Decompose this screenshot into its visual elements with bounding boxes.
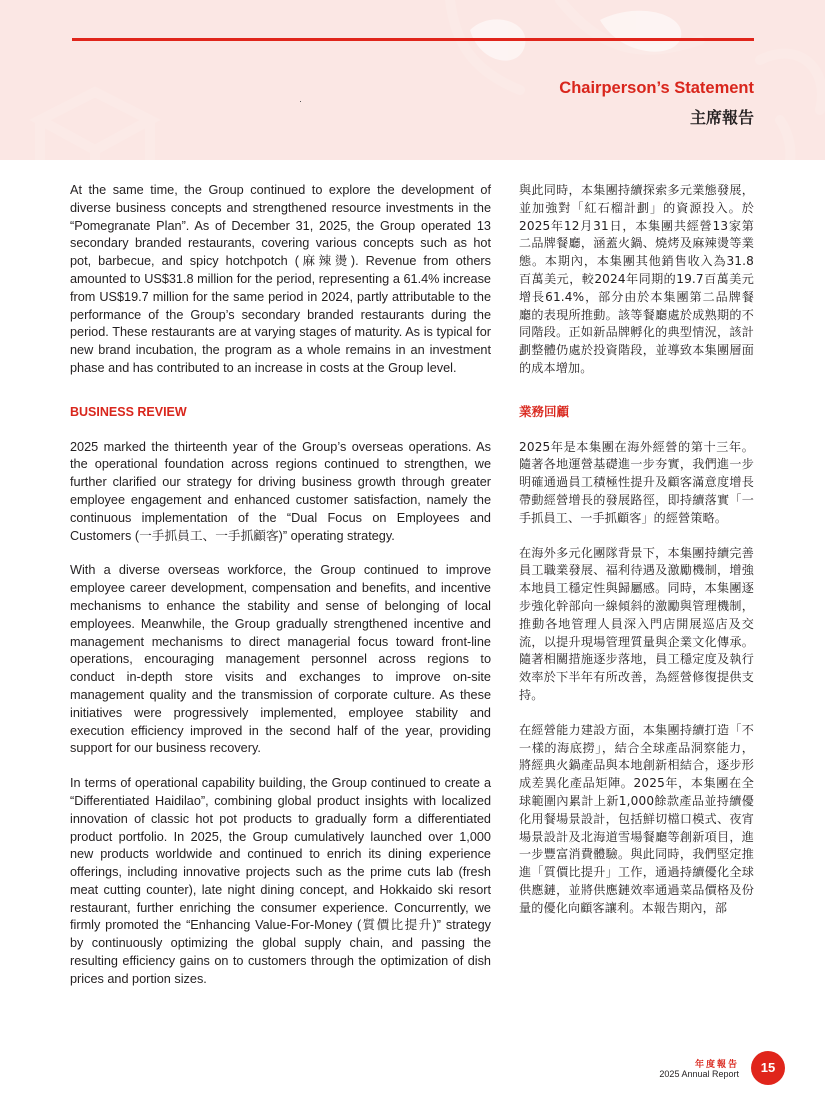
paragraph-zh-pomegranate-plan: 與此同時，本集團持續探索多元業態發展，並加強對「紅石榴計劃」的資源投入。於2025年12月31日，本集團共經營13家第二品牌餐廳，涵蓋火鍋、燒烤及麻辣燙等業態。本期內，本集團其他銷售收入為31.8百萬美元，較2024年同期的19.7百萬美元增長61.4%，部分由於本集團第二品牌餐廳的表現所推動。該等餐廳處於成熟期的不同階段。正如新品牌孵化的典型情況，該計劃整體仍處於投資階段，並導致本集團層面的成本增加。 xyxy=(519,183,754,375)
paragraph-en-overseas-operations: 2025 marked the thirteenth year of the Group’s overseas operations. As the operational foundation across regions continued to strengthen, we further clarified our strategy for driving business growth through greater employee engagement and enhanced customer satisfaction, namely the continuous implementation of the “Dual Focus on Employees and Customers (一手抓員工、一手抓顧客)” operating strategy. xyxy=(70,439,491,543)
footer-report-title-zh: 年度報告 xyxy=(694,1060,739,1070)
stray-dot xyxy=(300,101,301,102)
paragraph-en-pomegranate-plan: At the same time, the Group continued to explore the development of diverse business concepts and strengthened resource investments in the “Pomegranate Plan”. As of December 31, 2025, the Group operated 13 secondary branded restaurants, covering various concepts such as hot pot, barbecue, and spicy hotchpotch (麻辣燙). Revenue from others amounted to US$31.8 million for the period, representing a 61.4% increase from US$19.7 million for the same period in 2024, partly attributable to the performance of the Group’s secondary branded restaurants during the period. These restaurants are at varying stages of maturity. As is typical for new brand incubation, the program as a whole remains in an investment phase and has contributed to an increase in costs at the Group level. xyxy=(70,183,491,375)
section-title-zh: 主席報告 xyxy=(689,110,754,127)
english-column xyxy=(70,182,491,989)
footer-report-title-en: 2025 Annual Report xyxy=(659,1069,739,1079)
paragraph-en-workforce: With a diverse overseas workforce, the Group continued to improve employee career development, compensation and benefits, and incentive mechanisms to enhance the stability and sense of belonging of local employees. Meanwhile, the Group gradually strengthened incentive and management mechanisms to direct managerial focus toward front-line operations, encouraging management personnel across regions to conduct in-depth store visits and exchanges to improve on-site management quality and the transmission of corporate culture. As these initiatives were progressively implemented, employee stability and execution efficiency improved in the second half of the year, providing support for our business recovery. xyxy=(70,563,491,756)
paragraph-zh-operational-capability: 在經營能力建設方面，本集團持續打造「不一樣的海底撈」，結合全球產品洞察能力，將經典火鍋產品與本地創新相結合，逐步形成差異化產品矩陣。2025年，本集團在全球範圍內累計上新1,000餘款產品並持續優化用餐場景設計，包括鮮切檔口模式、夜宵場景設計及北海道雪場餐廳等創新項目，進一步豐富消費體驗。與此同時，我們堅定推進「質價比提升」工作，通過持續優化全球供應鏈，並將供應鏈效率通過菜品價格及份量的優化向顧客讓利。本報告期內，部 xyxy=(519,722,754,915)
heading-business-review-zh: 業務回顧 xyxy=(519,404,570,419)
paragraph-en-operational-capability: In terms of operational capability building, the Group continued to create a “Differentiated Haidilao”, combining global product insights with localized innovation of classic hot pot products to gradually form a differentiated product portfolio. In 2025, the Group cumulatively launched over 1,000 new products worldwide and continued to enrich its dining experience offerings, including innovative projects such as the prime cuts lab (fresh meat cutting counter), late night dining concept, and Hokkaido ski resort restaurant, further enriching the consumer experience. Concurrently, we firmly promoted the “Enhancing Value-For-Money (質價比提升)” strategy by continuously optimizing the global supply chain, and passing the resulting efficiency gains on to customers through the optimization of dish prices and portion sizes. xyxy=(70,776,491,986)
paragraph-zh-workforce: 在海外多元化團隊背景下，本集團持續完善員工職業發展、福利待遇及激勵機制，增強本地員工穩定性與歸屬感。同時，本集團逐步強化幹部向一線傾斜的激勵與管理機制，推動各地管理人員深入門店開展巡店及交流，以提升現場管理質量與企業文化傳承。隨著相關措施逐步落地，員工穩定度及執行效率於下半年有所改善，為經營修復提供支持。 xyxy=(519,545,754,702)
top-rule xyxy=(72,38,754,41)
paragraph-zh-overseas-operations: 2025年是本集團在海外經營的第十三年。隨著各地運營基礎進一步夯實，我們進一步明確通過員工積極性提升及顧客滿意度增長帶動經營增長的發展路徑，即持續落實「一手抓員工、一手抓顧客」的經營策略。 xyxy=(519,439,754,525)
page-number-badge: 15 xyxy=(751,1051,785,1085)
section-title-en: Chairperson’s Statement xyxy=(559,79,754,97)
heading-business-review-en: BUSINESS REVIEW xyxy=(70,404,187,419)
chinese-column xyxy=(519,182,754,917)
